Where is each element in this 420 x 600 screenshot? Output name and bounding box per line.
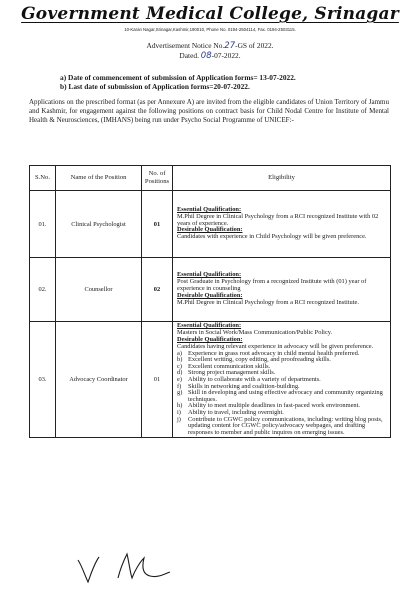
row-sno: 01. [30, 191, 56, 258]
item-letter: h) [177, 402, 183, 410]
row-eligibility [173, 322, 391, 438]
last-date: b) Last date of submission of Application forms=20-07-2022. [60, 82, 250, 91]
commencement-date: a) Date of commencement of submission of Application forms= 13-07-2022. [60, 73, 296, 82]
row-position-name: Counsellor [56, 258, 142, 322]
item-letter: d) [177, 369, 183, 377]
signature-initial-2 [118, 554, 170, 578]
essential-text: Post Graduate in Psychology from a recognized Institute with (01) year of experience in counseling [177, 278, 367, 293]
row-position-name: Advocacy Coordinator [56, 322, 142, 438]
item-letter: i) [177, 408, 181, 416]
item-letter: j) [177, 415, 181, 423]
header-position-name: Name of the Position [56, 166, 142, 191]
college-address: 10-Karan Nagar,Srinagar,Kashmir,190010, Phone No. 0194-2504114, Fax. 0194-2503115. [124, 27, 296, 32]
desirable-label: Desirable Qualification: [177, 291, 243, 299]
notice-number: 27 [224, 41, 236, 51]
letterhead [0, 4, 420, 32]
table-row [30, 322, 391, 438]
item-text: Strong project management skills. [188, 369, 276, 377]
item-text: Excellent writing, copy editing, and proofreading skills. [188, 356, 331, 364]
item-letter: a) [177, 349, 182, 357]
desirable-label: Desirable Qualification: [177, 335, 243, 343]
duty-list [177, 351, 387, 437]
row-sno: 03. [30, 322, 56, 438]
notice-date-line [0, 51, 420, 61]
desirable-text: Candidates having relevant experience in advocacy will be given preference. [177, 342, 374, 350]
row-sno: 02. [30, 258, 56, 322]
desirable-label: Desirable Qualification: [177, 226, 243, 234]
item-text: Ability to meet multiple deadlines in fast-paced work environment. [188, 402, 360, 410]
item-letter: g) [177, 389, 183, 397]
essential-text: Masters in Social Work/Mass Communication/Public Policy. [177, 328, 333, 336]
signature-marks [72, 548, 192, 592]
signature-initial-1 [78, 557, 99, 582]
item-letter: f) [177, 382, 182, 390]
table-row [30, 191, 391, 258]
item-text: Ability to travel, including overnight. [188, 408, 284, 416]
college-name: Government Medical College, Srinagar [21, 4, 399, 24]
intro-paragraph: Applications on the prescribed format (as per Annexure A) are invited from the eligible candidates of Union Territory of Jammu and Kashmir, for engagement against the following positions on contract basis for Child Nodal Centre for Institute of Mental Health & Neurosciences, (IMHANS) being run under Psycho Social Programme of UNICEF:- [29, 98, 389, 124]
advertisement-notice-line [0, 41, 420, 51]
item-text: Contribute to CGWC policy communications, including: writing blog posts, updating content for CGWC policy/advocacy webpages, and drafting responses to member and public inquires on emerging issues. [188, 415, 383, 436]
dated-label: Dated. [179, 51, 199, 60]
row-positions-count: 02 [142, 258, 173, 322]
list-item [177, 417, 387, 437]
row-eligibility [173, 258, 391, 322]
row-position-name: Clinical Psychologist [56, 191, 142, 258]
desirable-text: M.Phil Degree in Clinical Psychology from a RCI recognized Institute. [177, 298, 359, 306]
item-text: Skills in networking and coalition-building. [188, 382, 300, 390]
row-positions-count: 01 [142, 191, 173, 258]
item-letter: b) [177, 356, 183, 364]
notice-suffix: -GS of 2022. [235, 41, 274, 50]
header-eligibility: Eligibility [173, 166, 391, 191]
row-positions-count: 01 [142, 322, 173, 438]
desirable-text: Candidates with experience in Child Psychology will be given preference. [177, 233, 367, 241]
notice-prefix: Advertisement Notice No. [146, 41, 225, 50]
dated-rest: -07-2022. [211, 51, 241, 60]
dated-day: 08 [200, 51, 212, 61]
item-letter: c) [177, 362, 182, 370]
table-header-row [30, 166, 391, 191]
item-text: Experience in grass root advocacy in child mental health preferred. [188, 349, 360, 357]
essential-label: Essential Qualification: [177, 271, 242, 279]
essential-text: M.Phil Degree in Clinical Psychology from a RCI recognized Institute with 02 years of experience. [177, 212, 379, 227]
essential-label: Essential Qualification: [177, 205, 242, 213]
item-text: Skill in developing and using effective advocacy and community organizing techniques. [188, 389, 383, 403]
header-no-of-positions: No. of Positions [142, 166, 173, 191]
item-text: Ability to collaborate with a variety of departments. [188, 376, 321, 383]
table-row [30, 258, 391, 322]
item-text: Excellent communication skills. [188, 362, 271, 370]
header-sno: S.No. [30, 166, 56, 191]
row-eligibility [173, 191, 391, 258]
item-letter: e) [177, 376, 182, 383]
submission-dates [60, 73, 296, 91]
essential-label: Essential Qualification: [177, 322, 242, 329]
positions-table [29, 165, 391, 438]
